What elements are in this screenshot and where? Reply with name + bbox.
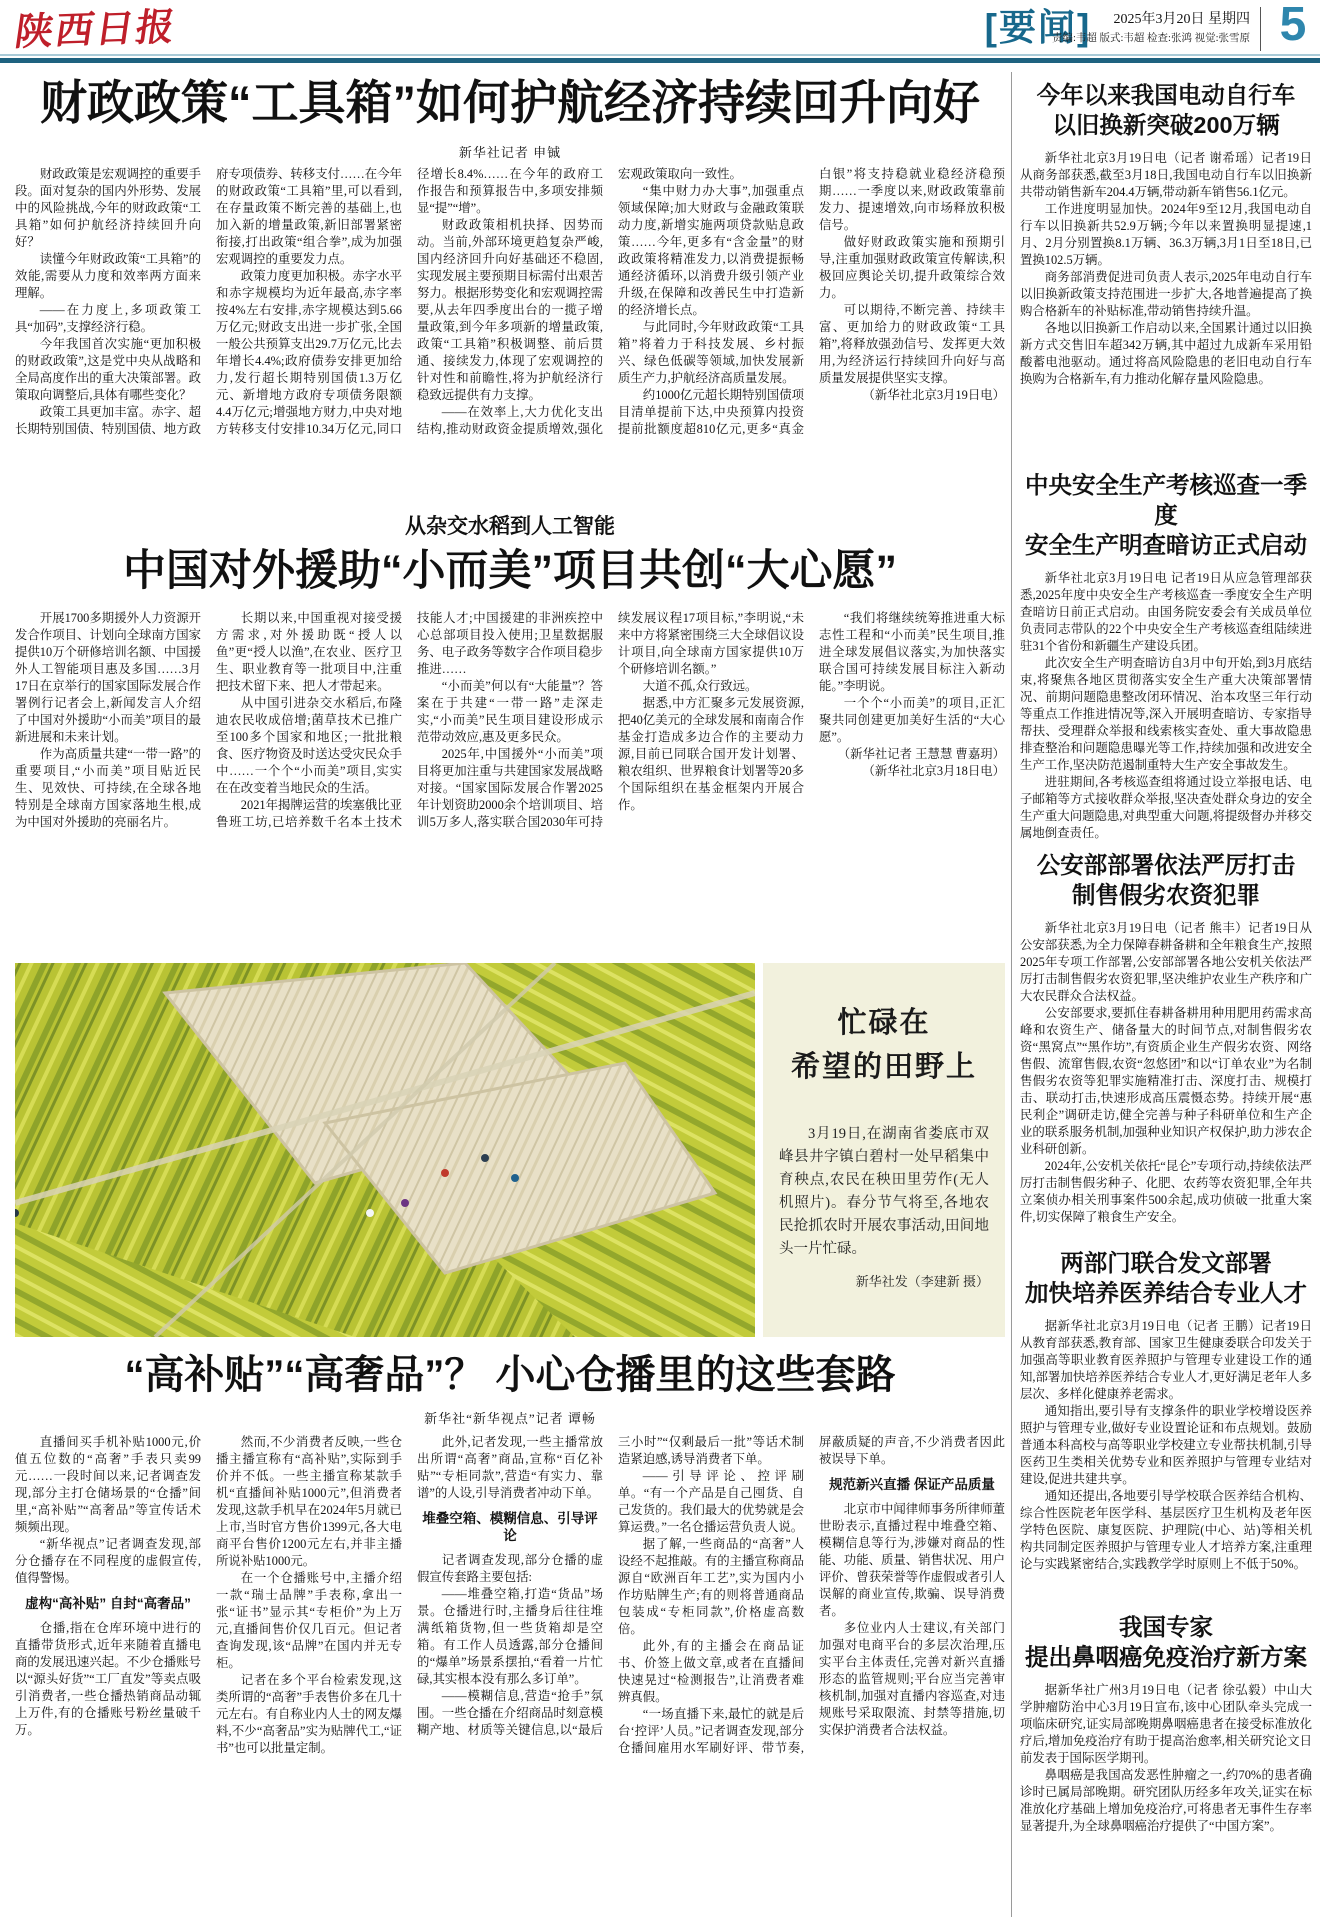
paragraph: 2025年,中国援外“小而美”项目将更加注重与共建国家发展战略对接。“国家国际发展合作署2025年计划资助2000余个培训项目、培训5万多人,落实联合国2030年可持续发展议程17项目标,”李明说,“未来中方将紧密围绕三大全球倡议设计项目,向全球南方国家提供10万个研修培训名额。”: [417, 611, 804, 829]
right-article-cancer-headline: [1020, 1612, 1312, 1672]
paragraph: 通知还提出,各地要引导学校联合医养结合机构、综合性医院老年医学科、基层医疗卫生机构及老年医学特色医院、康复医院、护理院(中心、站)等相关机构共同制定医养照护与管理专业人才培养方案,注重理论与实践紧密结合,实践教学学时原则上不低于50%。: [1020, 1489, 1312, 1571]
photo-caption-title-line1: 忙碌在: [837, 1007, 931, 1039]
cangbo-headline: “高补贴”“高奢品”？ 小心仓播里的这些套路: [124, 1353, 896, 1397]
page-number: 5: [1279, 0, 1307, 51]
paragraph: 作为高质量共建“一带一路”的重要项目,“小而美”项目贴近民生、见效快、可持续,在全球各地特别是全球南方国家落地生根,成为中国对外援助的亮丽名片。: [15, 747, 201, 829]
paragraph: （新华社北京3月18日电）: [862, 764, 1005, 778]
paragraph: 北京市中闻律师事务所律师董世盼表示,直播过程中堆叠空箱、模糊信息等行为,涉嫌对商品的性能、功能、质量、销售状况、用户评价、曾获荣誉等作虚假或者引人误解的商业宣传,欺骗、误导消费者。: [819, 1502, 1005, 1618]
aerial-field-photo: [15, 963, 755, 1337]
paragraph: “新华视点”记者调查发现,部分仓播存在不同程度的虚假宣传,值得警惕。: [15, 1537, 201, 1585]
right-article-police: [1020, 850, 1312, 1230]
right-article-eldercare: [1020, 1248, 1312, 1608]
paragraph: 公安部要求,要抓住春耕备耕用种用肥用药需求高峰和农资生产、储备量大的时间节点,对制售假劣农资“黑窝点”“黑作坊”,有资质企业生产假劣农资、网络售假、流窜售假,农资“忽悠团”和以“订单农业”为名制售假劣农资等犯罪实施精准打击、深度打击、规模打击、联动打击,快速形成高压震慑态势。持续开展“惠民利企”调研走访,健全完善与种子科研单位和生产企业的联系服务机制,加强种业知识产权保护,助力涉农企业科研创新。: [1020, 1006, 1312, 1156]
headline-line: 公安部部署依法严厉打击: [1036, 852, 1296, 878]
paragraph: 新华社北京3月19日电 记者19日从应急管理部获悉,2025年度中央安全生产考核巡查一季度安全生产明查暗访日前正式启动。由国务院安委会有关成员单位负责同志带队的22个中央安全生产考核巡查组陆续进驻31个省份和新疆生产建设兵团。: [1020, 571, 1312, 653]
photo-credit: 新华社发（李建新 摄）: [855, 1274, 989, 1289]
paragraph: （新华社北京3月19日电）: [862, 388, 1005, 402]
paragraph: 与此同时,今年财政政策“工具箱”将着力于科技发展、乡村振兴、绿色低碳等领域,加快发展新质生产力,护航经济高质量发展。: [618, 320, 804, 385]
paragraph: 做好财政政策实施和预期引导,注重加强财政政策宣传解读,积极回应舆论关切,提升政策综合效力。: [819, 235, 1005, 300]
headline-line: 提出鼻咽癌免疫治疗新方案: [1025, 1644, 1307, 1670]
paragraph: 多位业内人士建议,有关部门加强对电商平台的多层次治理,压实平台主体责任,完善对新兴直播形态的监管规则;平台应当完善审核机制,加强对直播内容巡查,对违规账号采取限流、封禁等措施,切实保护消费者合法权益。: [819, 1621, 1005, 1737]
header-rule-light: [0, 54, 1320, 56]
cangbo-article-body: [15, 1434, 1005, 1912]
headline-line: 加快培养医养结合专业人才: [1025, 1280, 1307, 1306]
right-article-cancer: [1020, 1612, 1312, 1910]
masthead-logo: 陕西日报: [12, 3, 180, 55]
header-rule-dark: [0, 58, 1320, 63]
paragraph: （新华社记者 王慧慧 曹嘉玥）: [837, 747, 1005, 761]
right-article-cancer-body: [1020, 1682, 1312, 1910]
paragraph: 此外,有的主播会在商品证书、价签上做文章,或者在直播间快速晃过“检测报告”,让消费者难辨真假。: [618, 1639, 804, 1704]
paragraph: “一场直播下来,最忙的就是后台‘控评’人员。”记者调查发现,部分仓播间雇用水军刷好评、带节奏,屏蔽质疑的声音,不少消费者因此被误导下单。: [618, 1435, 1005, 1755]
paragraph: ——堆叠空箱,打造“货品”场景。仓播进行时,主播身后往往堆满纸箱货物,但一些货箱却是空箱。有工作人员透露,部分仓播间的“爆单”场景系摆拍,“看着一片忙碌,其实根本没有那么多订单”。: [417, 1587, 603, 1686]
paragraph: 今年我国首次实施“更加积极的财政政策”,这是党中央从战略和全局高度作出的重大决策部署。政策取向调整后,具体有哪些变化？: [15, 337, 201, 402]
paragraph: 直播间买手机补贴1000元,价值五位数的“高奢”手表只卖99元……一段时间以来,记者调查发现,部分主打仓储场景的“仓播”间里,“高补贴”“高奢品”等宣传话术频频出现。: [15, 1435, 201, 1534]
paragraph: 此外,记者发现,一些主播常放出所谓“高奢”商品,宣称“百亿补贴”“专柜同款”,营造“有实力、靠谱”的人设,引导消费者冲动下单。: [417, 1435, 603, 1500]
paragraph: 据新华社北京3月19日电（记者 王鹏）记者19日从教育部获悉,教育部、国家卫生健康委联合印发关于加强高等职业教育医养照护与管理专业建设工作的通知,部署加快培养医养结合专业人才,更好满足老年人多层次、多样化健康养老需求。: [1020, 1319, 1312, 1401]
paragraph: 可以期待,不断完善、持续丰富、更加给力的财政政策“工具箱”,将释放强劲信号、发挥更大效用,为经济运行持续回升向好与高质量发展提供坚实支撑。: [819, 303, 1005, 385]
paragraph: 工作进度明显加快。2024年9至12月,我国电动自行车以旧换新共52.9万辆;今年以来置换明显提速,1月、2月分别置换8.1万辆、36.3万辆,3月1日至18日,已置换102.5万辆。: [1020, 202, 1312, 267]
headline-line: 我国专家: [1119, 1614, 1213, 1640]
aid-article-body: [15, 610, 1005, 956]
paragraph: 大道不孤,众行致远。: [642, 679, 758, 693]
paragraph: “小而美”何以有“大能量”？答案在于共建“一带一路”走深走实,“小而美”民生项目建设形成示范带动效应,惠及更多民众。: [417, 679, 603, 744]
right-article-ebike-body: [1020, 150, 1312, 468]
paragraph: 据了解,一些商品的“高奢”人设经不起推敲。有的主播宣称商品源自“欧洲百年工艺”,实为国内小作坊贴牌生产;有的则将普通商品包装成“专柜同款”,价格虚高数倍。: [618, 1537, 804, 1636]
paragraph: 各地以旧换新工作启动以来,全国累计通过以旧换新方式交售旧车超342万辆,其中超过九成新车采用铅酸蓄电池驱动。通过将高风险隐患的老旧电动自行车换购为合格新车,有力推动化解存量风险隐患。: [1020, 321, 1312, 386]
right-article-safety: [1020, 470, 1312, 878]
right-article-police-headline: [1020, 850, 1312, 910]
paragraph: ——在效率上,大力优化支出结构,推动财政资金提质增效,强化宏观政策取向一致性。: [417, 167, 742, 436]
right-article-safety-headline: [1020, 470, 1312, 560]
right-article-eldercare-body: [1020, 1318, 1312, 1608]
paragraph: 规范新兴直播 保证产品质量: [829, 1477, 995, 1492]
section-label: [要闻]: [984, 7, 1092, 48]
paragraph: 通知指出,要引导有支撑条件的职业学校增设医养照护与管理专业,做好专业设置论证和布点规划。鼓励普通本科高校与高等职业学校建立专业帮扶机制,引导医药卫生类相关优势专业和医养照护与管理专业结对建设,促进共建共享。: [1020, 1404, 1312, 1486]
paragraph: 2021年揭牌运营的埃塞俄比亚鲁班工坊,已培养数千名本土技术技能人才;中国援建的非洲疾控中心总部项目投入使用;卫星数据服务、电子政务等数字合作项目稳步推进……: [216, 611, 603, 829]
paragraph: 约1000亿元超长期特别国债项目清单提前下达,中央预算内投资提前批额度超810亿元,更多“真金白银”将支持稳就业稳经济稳预期……一季度以来,财政政策靠前发力、提速增效,向市场释放积极信号。: [618, 167, 1005, 436]
paragraph: 2024年,公安机关依托“昆仑”专项行动,持续依法严厉打击制售假劣种子、化肥、农药等农资犯罪,全年共立案侦办相关刑事案件500余起,成功侦破一批重大案件,切实保障了粮食生产安全。: [1020, 1159, 1312, 1224]
photo-caption-panel: [763, 963, 1005, 1337]
main-headline: 财政政策“工具箱”如何护航经济持续回升向好: [40, 76, 980, 129]
headline-line: 中央安全生产考核巡查一季度: [1025, 472, 1307, 528]
cangbo-byline: 新华社“新华视点”记者 谭畅: [424, 1411, 596, 1426]
headline-line: 今年以来我国电动自行车: [1036, 82, 1296, 108]
paragraph: “我们将继续统筹推进重大标志性工程和“小而美”民生项目,推进全球发展倡议落实,为加快落实联合国可持续发展目标注入新动能。”李明说。: [819, 611, 1005, 693]
paragraph: 从中国引进杂交水稻后,布隆迪农民收成倍增;菌草技术已推广至100多个国家和地区;一批批粮食、医疗物资及时送达受灾民众手中……一个个“小而美”项目,实实在在改变着当地民众的生活。: [216, 696, 402, 795]
right-article-ebike-headline: [1020, 80, 1312, 140]
paragraph: 长期以来,中国重视对接受援方需求,对外援助既“授人以鱼”更“授人以渔”,在农业、医疗卫生、职业教育等一批项目中,注重把技术留下来、把人才带起来。: [216, 611, 402, 693]
paragraph: ——模糊信息,营造“抢手”氛围。一些仓播在介绍商品时刻意模糊产地、材质等关键信息,以“最后三小时”“仅剩最后一批”等话术制造紧迫感,诱导消费者下单。: [417, 1435, 804, 1737]
aid-headline: 中国对外援助“小而美”项目共创“大心愿”: [123, 547, 897, 595]
right-article-police-body: [1020, 920, 1312, 1230]
paragraph: 据悉,中方汇聚多元发展资源,把40亿美元的全球发展和南南合作基金打造成多边合作的主要动力源,目前已同联合国开发计划署、粮农组织、世界粮食计划署等20多个国际组织在基金框架内开展合作。: [618, 696, 804, 812]
headline-line: 以旧换新突破200万辆: [1052, 112, 1280, 138]
paragraph: 一个个“小而美”的项目,正汇聚共同创建更加美好生活的“大心愿”。: [819, 696, 1005, 744]
paragraph: 记者在多个平台检索发现,这类所谓的“高奢”手表售价多在几十元左右。有自称业内人士的网友爆料,不少“高奢品”实为贴牌代工,“证书”也可以批量定制。: [216, 1673, 402, 1755]
paragraph: 仓播,指在仓库环境中进行的直播带货形式,近年来随着直播电商的发展迅速兴起。不少仓播账号以“源头好货”“工厂直发”等卖点吸引消费者,一些仓播热销商品动辄上万件,有的仓播账号粉丝量破千万。: [15, 1621, 201, 1737]
photo-caption-text: 3月19日,在湖南省娄底市双峰县井字镇白碧村一处早稻集中育秧点,农民在秧田里劳作(无人机照片)。春分节气将至,各地农民抢抓农时开展农事活动,田间地头一片忙碌。: [779, 1126, 989, 1257]
paragraph: 开展1700多期援外人力资源开发合作项目、计划向全球南方国家提供10万个研修培训名额、中国援外人工智能项目惠及多国……3月17日在京举行的国家国际发展合作署例行记者会上,新闻发言人介绍了中国对外援助“小而美”项目的最新进展和未来计划。: [15, 611, 201, 744]
paragraph: 此次安全生产明查暗访自3月中旬开始,到3月底结束,将聚焦各地区贯彻落实安全生产重大决策部署情况、前期问题隐患整改闭环情况、治本攻坚三年行动等重点工作推进情况等,深入开展明查暗访、专家指导帮扶、受理群众举报和线索核实查处、重大事故隐患排查整治和问题隐患曝光等工作,持续加强和改进安全生产工作,坚决防范遏制重特大生产安全事故发生。: [1020, 656, 1312, 772]
paragraph: 鼻咽癌是我国高发恶性肿瘤之一,约70%的患者确诊时已属局部晚期。研究团队历经多年攻关,证实在标准放化疗基础上增加免疫治疗,可将患者无事件生存率显著提升,为全球鼻咽癌治疗提供了“中国方案”。: [1020, 1768, 1312, 1833]
right-article-safety-body: [1020, 570, 1312, 878]
date-line: 2025年3月20日 星期四: [1113, 12, 1250, 27]
paragraph: 虚构“高补贴” 自封“高奢品”: [25, 1596, 191, 1611]
paragraph: “集中财力办大事”,加强重点领域保障;加大财政与金融政策联动力度,新增实施两项贷款贴息政策……今年,更多有“含金量”的财政政策将精准发力,以消费提振畅通经济循环,以消费升级引领产业升级,在保障和改善民生中打造新的经济增长点。: [618, 184, 804, 317]
main-byline: 新华社记者 申铖: [458, 145, 562, 160]
paragraph: ——在力度上,多项政策工具“加码”,支撑经济行稳。: [15, 303, 201, 334]
paragraph: 新华社北京3月19日电（记者 熊丰）记者19日从公安部获悉,为全力保障春耕备耕和全年粮食生产,按照2025年专项工作部署,公安部部署各地公安机关依法严厉打击制售假劣农资犯罪,坚决维护农业生产秩序和广大农民群众合法权益。: [1020, 921, 1312, 1003]
headline-line: 安全生产明查暗访正式启动: [1025, 532, 1307, 558]
paragraph: 堆叠空箱、模糊信息、引导评论: [422, 1511, 598, 1543]
aid-kicker: 从杂交水稻到人工智能: [405, 515, 615, 538]
editors-line: 责编:韦超 版式:韦超 检查:张鸿 视觉:张雪原: [1051, 33, 1250, 44]
photo-caption-title-line2: 希望的田野上: [790, 1051, 977, 1083]
headline-line: 两部门联合发文部署: [1060, 1250, 1272, 1276]
right-article-ebike: [1020, 80, 1312, 468]
paragraph: 然而,不少消费者反映,一些仓播主播宣称有“高补贴”,实际到手价并不低。一些主播宣称某款手机“直播间补贴1000元”,但消费者发现,这款手机早在2024年5月就已上市,当时官方售价1399元,各大电商平台售价1200元左右,并非主播所说补贴1000元。: [216, 1435, 402, 1568]
paragraph: 财政政策相机抉择、因势而动。当前,外部环境更趋复杂严峻,国内经济回升向好基础还不稳固,实现发展主要预期目标需付出艰苦努力。根据形势变化和宏观调控需要,从去年四季度出台的一揽子增量政策,到今年多项新的增量政策,政策“工具箱”积极调整、前后贯通、接续发力,体现了宏观调控的针对性和前瞻性,将为护航经济行稳致远提供有力支撑。: [417, 218, 603, 402]
paragraph: 进驻期间,各考核巡查组将通过设立举报电话、电子邮箱等方式接收群众举报,坚决查处群众身边的安全生产重大问题隐患,对典型重大问题,将提级督办并移交属地倒查责任。: [1020, 775, 1312, 840]
paragraph: 商务部消费促进司负责人表示,2025年电动自行车以旧换新政策支持范围进一步扩大,各地普遍提高了换购合格新车的补贴标准,带动销售持续升温。: [1020, 270, 1312, 318]
paragraph: 据新华社广州3月19日电（记者 徐弘毅）中山大学肿瘤防治中心3月19日宣布,该中心团队牵头完成一项临床研究,证实局部晚期鼻咽癌患者在接受标准放化疗后,增加免疫治疗有助于提高治愈率,相关研究论文日前发表于国际医学期刊。: [1020, 1683, 1312, 1765]
paragraph: 新华社北京3月19日电（记者 谢希瑶）记者19日从商务部获悉,截至3月18日,我国电动自行车以旧换新共带动销售新车204.4万辆,带动新车销售56.1亿元。: [1020, 151, 1312, 199]
column-rule: [1011, 72, 1012, 1917]
paragraph: 在一个仓播账号中,主播介绍一款“瑞士品牌”手表称,拿出一张“证书”显示其“专柜价”为上万元,直播间售价仅几百元。但记者查询发现,该“品牌”在国内并无专柜。: [216, 1571, 402, 1670]
paragraph: 读懂今年财政政策“工具箱”的效能,需要从力度和效率两方面来理解。: [15, 252, 201, 300]
paragraph: 财政政策是宏观调控的重要手段。面对复杂的国内外形势、发展中的风险挑战,今年的财政政策“工具箱”如何护航经济持续回升向好？: [15, 167, 201, 249]
right-article-eldercare-headline: [1020, 1248, 1312, 1308]
paragraph: 政策工具更加丰富。赤字、超长期特别国债、特别国债、地方政府专项债券、转移支付……在今年的财政政策“工具箱”里,可以看到,在存量政策不断完善的基础上,也加入新的增量政策,新旧部署紧密衔接,打出政策“组合拳”,成为加强宏观调控的重要发力点。: [15, 167, 402, 436]
field-photo-graphic: [15, 963, 755, 1337]
main-article-body: [15, 166, 1005, 508]
header-divider: [1260, 7, 1261, 51]
paragraph: 政策力度更加积极。赤字水平和赤字规模均为近年最高,赤字率按4%左右安排,赤字规模达到5.66万亿元;财政支出进一步扩张,全国一般公共预算支出29.7万亿元,比去年增长4.4%;政府债券安排更加给力,发行超长期特别国债1.3万亿元、新增地方政府专项债务限额4.4万亿元;增强地方财力,中央对地方转移支付安排10.34万亿元,同口径增长8.4%……在今年的政府工作报告和预算报告中,多项安排频显“提”“增”。: [216, 167, 603, 436]
paragraph: ——引导评论、控评刷单。“有一个产品是自己囤货、自己发货的。我们最大的优势就是会算运费。”一名仓播运营负责人说。: [618, 1469, 804, 1534]
headline-line: 制售假劣农资犯罪: [1072, 882, 1260, 908]
paragraph: 记者调查发现,部分仓播的虚假宣传套路主要包括:: [417, 1553, 603, 1584]
